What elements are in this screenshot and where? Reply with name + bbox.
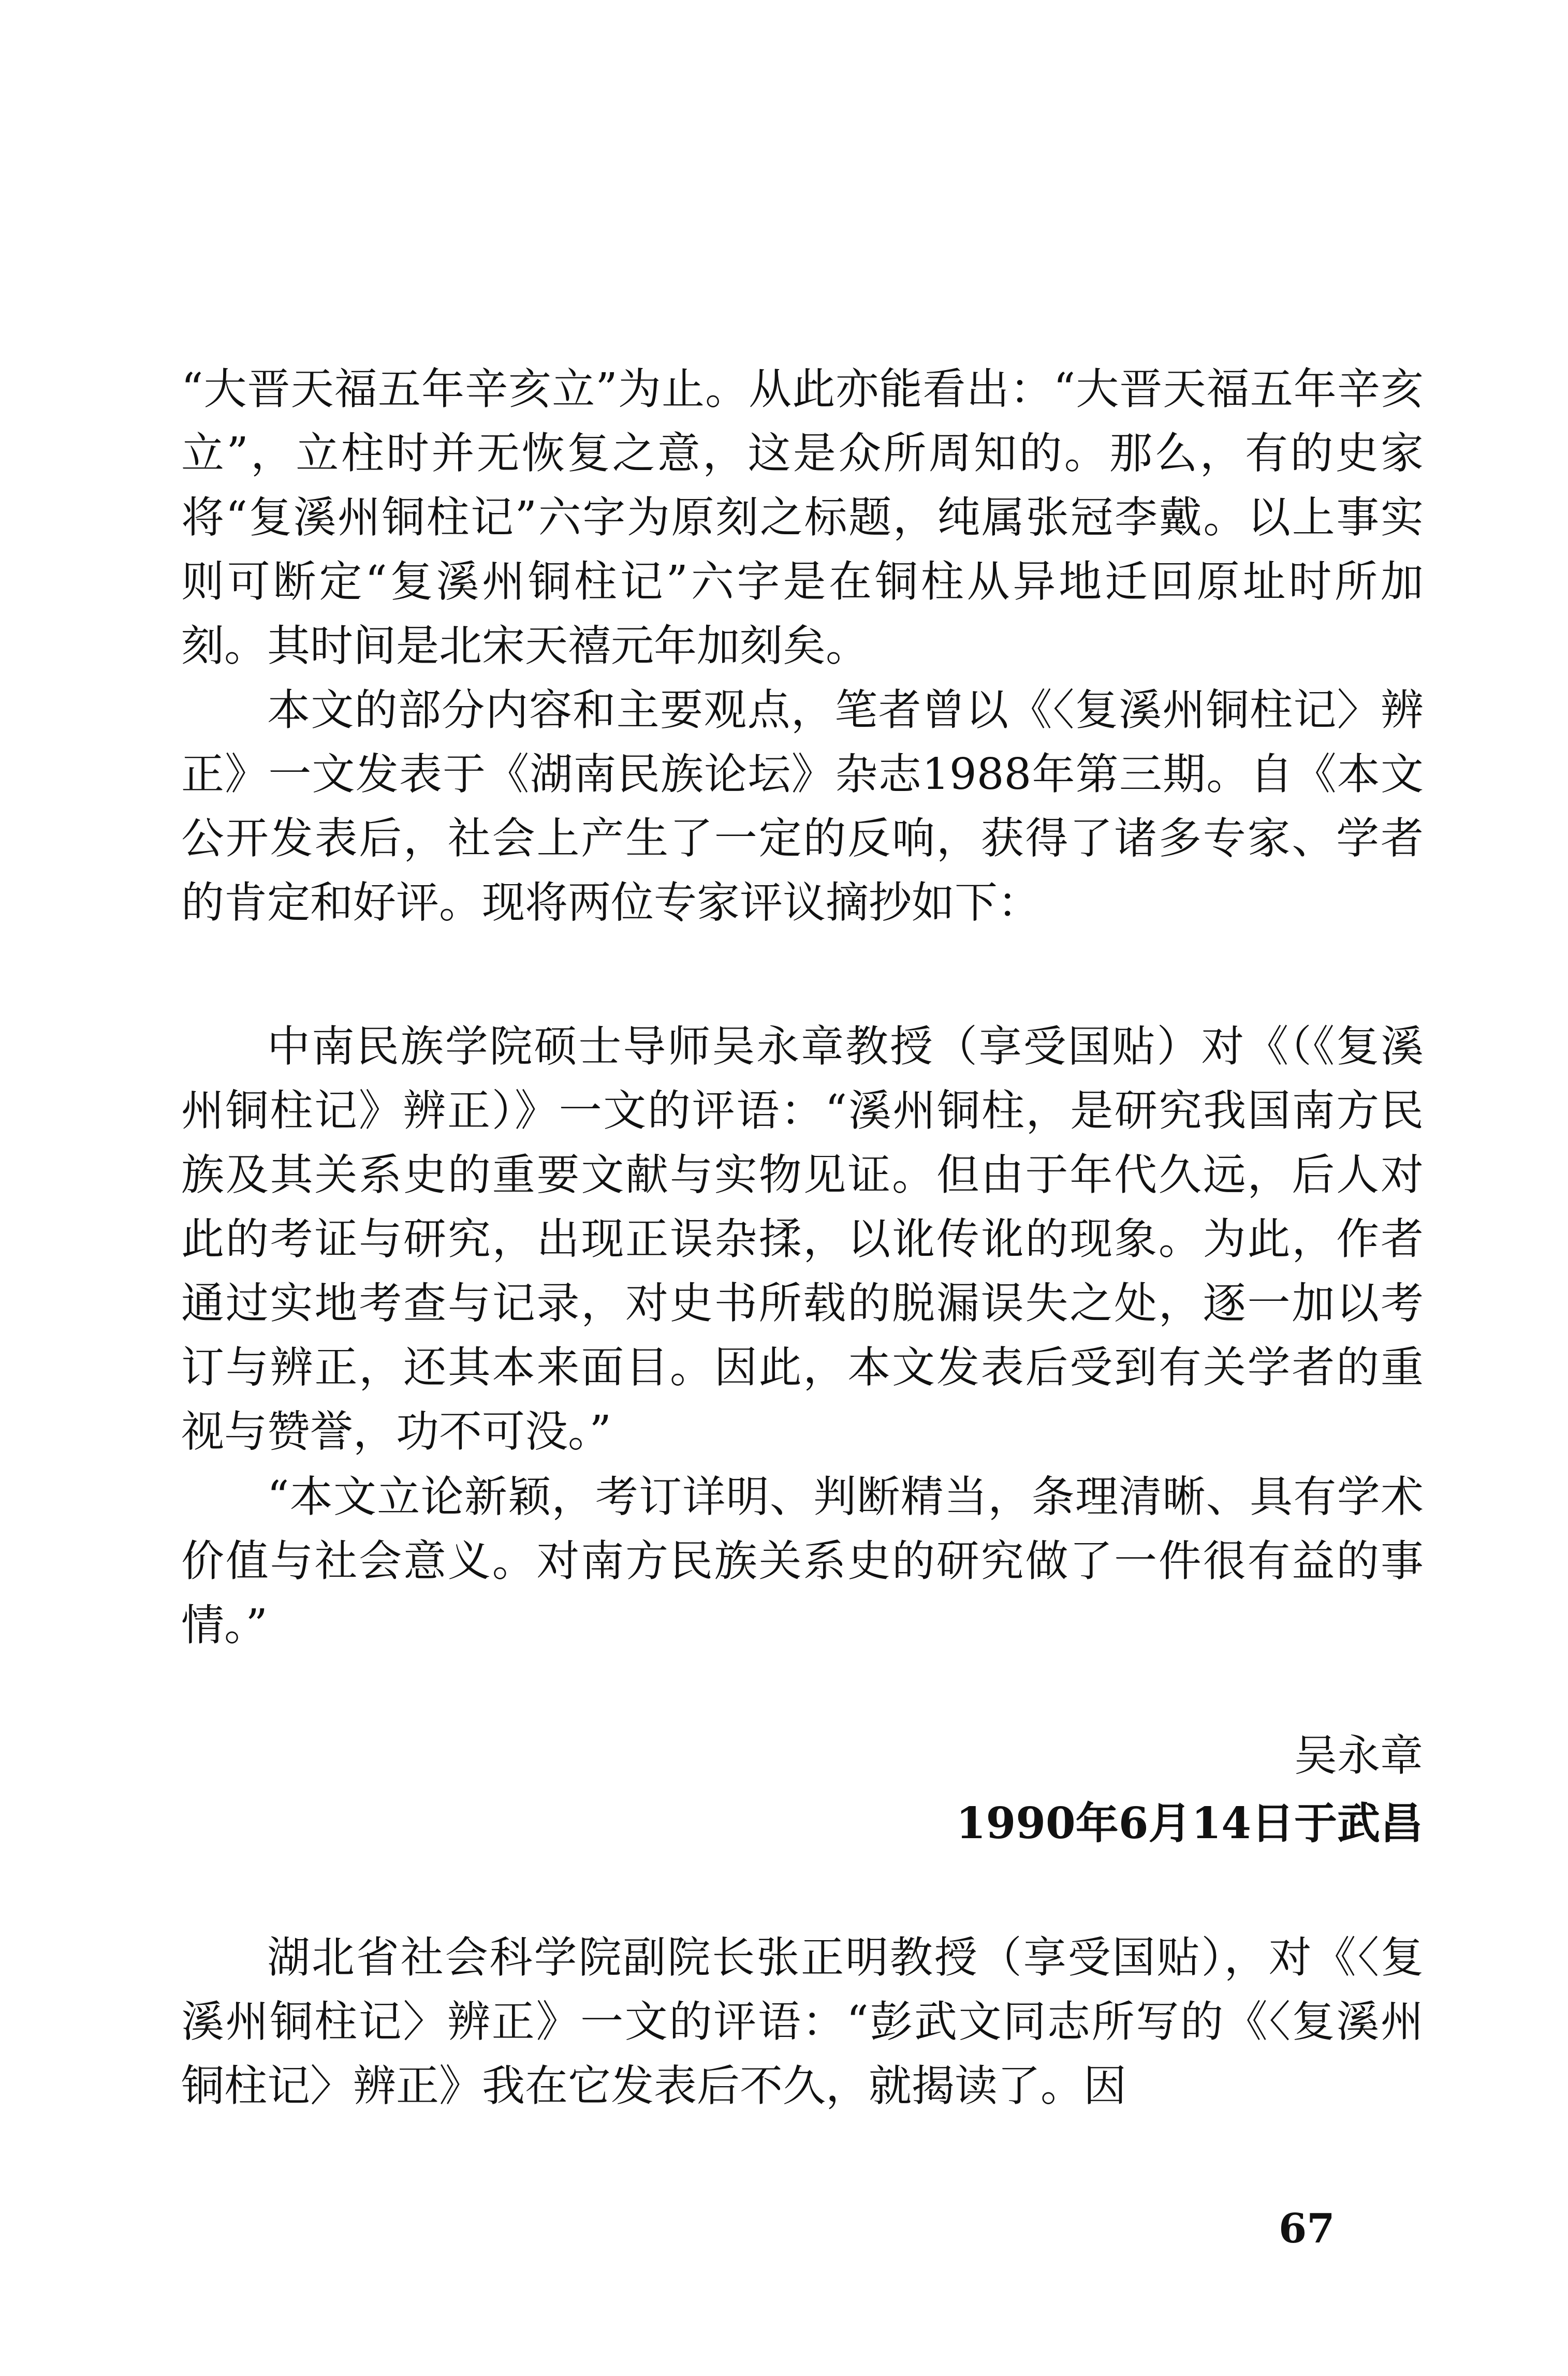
signature-name: 吴永章	[1294, 1730, 1423, 1781]
paragraph-zhang-review: 湖北省社会科学院副院长张正明教授（享受国贴），对《〈复溪州铜柱记〉辨正》一文的评语：“彭武文同志所写的《〈复溪州铜柱记〉辨正》我在它发表后不久，就揭读了。因	[181, 1932, 1424, 2111]
page-number: 67	[1279, 2205, 1335, 2252]
paragraph-publication-note: 本文的部分内容和主要观点，笔者曾以《〈复溪州铜柱记〉辨正》一文发表于《湖南民族论坛》杂志1988年第三期。自《本文公开发表后，社会上产生了一定的反响，获得了诸多专家、学者的肯定和好评。现将两位专家评议摘抄如下：	[181, 685, 1424, 928]
paragraph-wu-review-continued: “本文立论新颖，考订详明、判断精当，条理清晰、具有学术价值与社会意义。对南方民族关系史的研究做了一件很有益的事情。”	[181, 1472, 1424, 1650]
paragraph-wu-review: 中南民族学院硕士导师吴永章教授（享受国贴）对《（《复溪州铜柱记》辨正）》一文的评语：“溪州铜柱，是研究我国南方民族及其关系史的重要文献与实物见证。但由于年代久远，后人对此的考证与研究，出现正误杂揉，以讹传讹的现象。为此，作者通过实地考查与记录，对史书所载的脱漏误失之处，逐一加以考订与辨正，还其本来面目。因此，本文发表后受到有关学者的重视与赞誉，功不可没。”	[181, 1021, 1424, 1457]
signature-date: 1990年6月14日于武昌	[956, 1798, 1423, 1849]
paragraph-continuation: “大晋天福五年辛亥立”为止。从此亦能看出：“大晋天福五年辛亥立”，立柱时并无恢复之意，这是众所周知的。那么，有的史家将“复溪州铜柱记”六字为原刻之标题，纯属张冠李戴。以上事实则可断定“复溪州铜柱记”六字是在铜柱从异地迁回原址时所加刻。其时间是北宋天禧元年加刻矣。	[181, 364, 1424, 671]
